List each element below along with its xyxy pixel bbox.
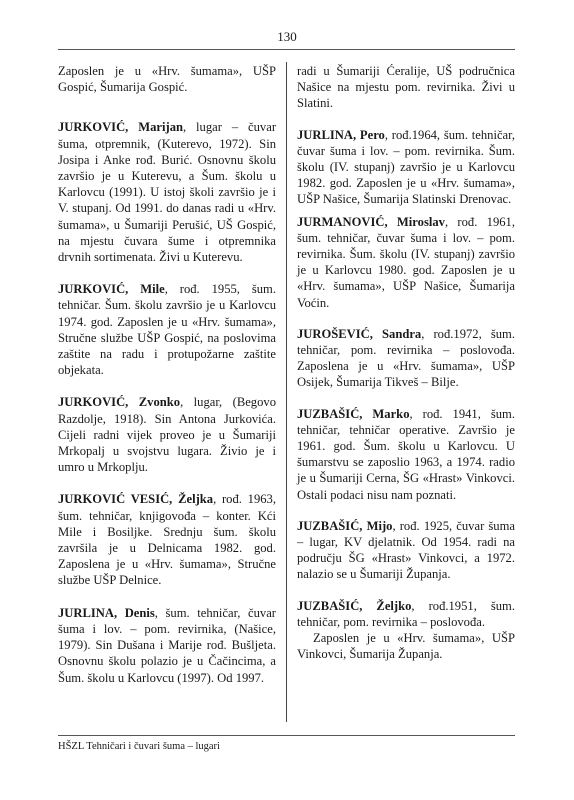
right-column xyxy=(297,63,515,663)
entry-text: , rođ. 1955, šum. tehničar. Šum. školu završio je u Karlovcu 1974. god. Zaposlen je u «Hrv. šumama», Stručne službe UŠP Gospić, na poslovima zaštite na radu i protupožarne zaštite objekata. xyxy=(58,282,276,378)
entry-name: JUZBAŠIĆ, Marko xyxy=(297,406,410,421)
entry-text: , rođ. 1941, šum. tehničar, tehničar operative. Završio je 1961. god. Šum. školu u Karlovcu. U šumarstvu se zaposlio 1963, a 1974. radio je u Šumariji Cerna, ŠG «Hrast» Vinkovci. Ostali podaci nisu nam poznati. xyxy=(297,406,515,502)
entry-continuation xyxy=(58,63,276,95)
entry-juzbasic-zeljko xyxy=(297,598,515,663)
entry-text: , lugar, (Begovo Razdolje, 1918). Sin Antona Jurkovića. Cijeli radni vijek proveo je u Šumariji Mrkopalj u svojstvu lugara. Živio je i umro u Mrkoplju. xyxy=(58,395,276,475)
footer-text: HŠZL Tehničari i čuvari šuma – lugari xyxy=(58,741,220,752)
entry-jurkovic-marijan xyxy=(58,119,276,265)
entry-jurkovic-vesic-zeljka xyxy=(58,491,276,588)
entry-jurlina-pero xyxy=(297,127,515,208)
footer-rule xyxy=(58,735,515,736)
entry-name: JUZBAŠIĆ, Željko xyxy=(297,598,412,613)
entry-text-second-paragraph: Zaposlen je u «Hrv. šumama», UŠP Vinkovci, Šumarija Županja. xyxy=(297,631,515,662)
entry-juzbasic-marko xyxy=(297,406,515,503)
column-divider xyxy=(286,62,287,722)
entry-jurkovic-mile xyxy=(58,281,276,378)
entry-text: , šum. tehničar, čuvar šuma i lov. – pom. revirnika, (Našice, 1979). Sin Dušana i Marije rođ. Bušljeta. Osnovnu školu polazio je u Čačincima, a Šum. školu u Karlovcu (1997). Od 1997. xyxy=(58,605,276,685)
entry-juzbasic-mijo xyxy=(297,518,515,583)
entry-jurosevic-sandra xyxy=(297,326,515,391)
entry-text: , rođ.1972, šum. tehničar, pom. revirnika – poslovođa. Zaposlena je u «Hrv. šumama», UŠP Osijek, Šumarija Tikveš – Bilje. xyxy=(297,326,515,390)
entry-text: , rođ.1951, šum. tehničar, pom. revirnika – poslovođa. xyxy=(297,598,515,629)
header-rule xyxy=(58,49,515,50)
entry-text: , rođ. 1925, čuvar šuma – lugar, KV djelatnik. Od 1954. radi na području ŠG «Hrast» Vinkovci, a 1972. nalazio se u Šumariji Županja. xyxy=(297,518,515,582)
entry-text: , rođ. 1961, šum. tehničar, čuvar šuma i lov. – pom. revirnika. Šum. školu (IV. stupanj) završio je u Karlovcu 1980. god. Zaposlen je u «Hrv. šumama», UŠP Našice, Šumarija Voćin. xyxy=(297,214,515,310)
entry-jurkovic-zvonko xyxy=(58,394,276,475)
left-column xyxy=(58,63,276,686)
entry-jurlina-denis xyxy=(58,605,276,686)
entry-name: JURLINA, Pero xyxy=(297,127,385,142)
entry-text: , rođ.1964, šum. tehničar, čuvar šuma i lov. – pom. revirnika. Šum. školu (IV. stupanj) završio je u Karlovcu 1982. god. Zaposlen je u «Hrv. šumama», UŠP Našice, Šumarija Slatinski Drenovac. xyxy=(297,127,515,207)
entry-jurmanovic-miroslav xyxy=(297,214,515,311)
entry-name: JURKOVIĆ VESIĆ, Željka xyxy=(58,492,214,507)
entry-continuation xyxy=(297,63,515,112)
entry-name: JURKOVIĆ, Zvonko xyxy=(58,395,181,410)
entry-name: JURLINA, Denis xyxy=(58,605,155,620)
entry-name: JUZBAŠIĆ, Mijo xyxy=(297,518,393,533)
entry-name: JURKOVIĆ, Marijan xyxy=(58,120,183,135)
entry-name: JURKOVIĆ, Mile xyxy=(58,282,165,297)
page-number: 130 xyxy=(277,29,297,44)
entry-name: JURMANOVIĆ, Miroslav xyxy=(297,214,445,229)
entry-text: , lugar – čuvar šuma, otpremnik, (Kuterevo, 1972). Sin Josipa i Anke rođ. Burić. Osnovnu školu završio je u Kuterevu, a Šum. školu u Karlovcu (1991). U istoj školi završio je i V. stupanj. Od 1991. do danas radi u «Hrv. šumama», u Šumariji Perušić, UŠ Gospić, na mjestu čuvara šume i otpremnika drvnih sortimenata. Živi u Kuterevu. xyxy=(58,120,277,265)
entry-text: Zaposlen je u «Hrv. šumama», UŠP Gospić, Šumarija Gospić. xyxy=(58,64,276,95)
entry-text: , rođ. 1963, šum. tehničar, knjigovođa – konter. Kći Mile i Bosiljke. Srednju šum. školu završila je u Delnicama 1982. god. Zaposlena je u «Hrv. šumama», Stručne službe UŠP Delnice. xyxy=(58,492,276,588)
entry-text: radi u Šumariji Ćeralije, UŠ područnica Našice na mjestu pom. revirnika. Živi u Slatini. xyxy=(297,64,515,111)
entry-name: JUROŠEVIĆ, Sandra xyxy=(297,326,422,341)
